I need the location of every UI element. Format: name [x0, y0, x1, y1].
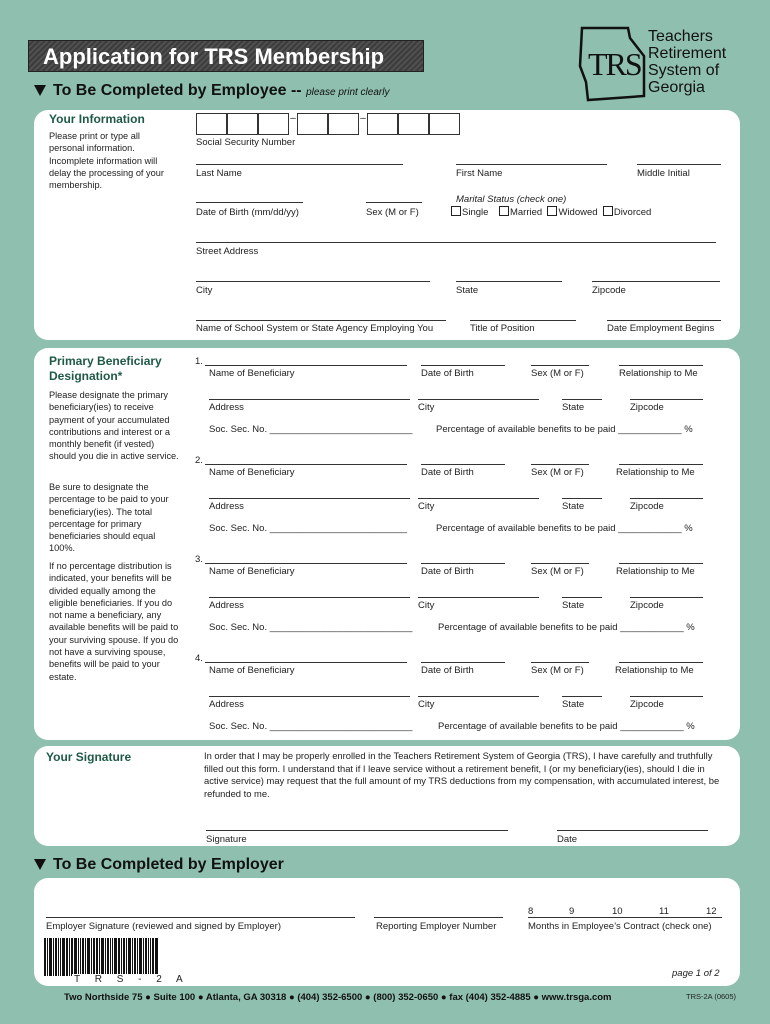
- beneficiary-dob-field[interactable]: [421, 662, 505, 663]
- beneficiary-city-label: City: [418, 600, 435, 611]
- beneficiary-state-label: State: [562, 501, 585, 512]
- beneficiary-number: 1.: [195, 356, 203, 367]
- beneficiary-sex-field[interactable]: [531, 563, 589, 564]
- street-address-field[interactable]: [196, 242, 716, 243]
- beneficiary-zip-field[interactable]: [630, 597, 703, 598]
- beneficiary-name-label: Name of Beneficiary: [209, 467, 295, 478]
- beneficiary-relationship-label: Relationship to Me: [619, 368, 698, 379]
- date-employment-begins-field[interactable]: [607, 320, 721, 321]
- month-option-10[interactable]: 10: [612, 906, 623, 917]
- ssn-label: Social Security Number: [196, 137, 296, 148]
- signature-date-label: Date: [557, 834, 578, 845]
- months-line: [528, 917, 722, 918]
- beneficiary-address-label: Address: [209, 402, 244, 413]
- beneficiary-title: Primary Beneficiary Designation*: [49, 354, 162, 383]
- beneficiary-percentage-field[interactable]: Percentage of available benefits to be paid ____________ %: [436, 523, 693, 534]
- beneficiary-state-field[interactable]: [562, 696, 602, 697]
- single-checkbox[interactable]: [451, 206, 461, 216]
- last-name-field[interactable]: [196, 164, 403, 165]
- beneficiary-percentage-field[interactable]: Percentage of available benefits to be paid ____________ %: [438, 721, 695, 732]
- first-name-label: First Name: [456, 168, 503, 179]
- beneficiary-zip-label: Zipcode: [630, 699, 664, 710]
- form-code: TRS-2A (0605): [686, 992, 737, 1001]
- triangle-down-icon: [34, 85, 46, 96]
- school-system-field[interactable]: [196, 320, 446, 321]
- beneficiary-ssn-field[interactable]: Soc. Sec. No. ___________________________: [209, 622, 413, 633]
- beneficiary-percentage-field[interactable]: Percentage of available benefits to be paid ____________ %: [436, 424, 693, 435]
- street-address-label: Street Address: [196, 246, 259, 257]
- your-information-note: Please print or type all personal information. Incomplete information will delay the processing of your membership.: [49, 131, 164, 191]
- month-option-11[interactable]: 11: [659, 906, 669, 917]
- beneficiary-relationship-field[interactable]: [619, 365, 703, 366]
- beneficiary-para-3: If no percentage distribution is indicated, your benefits will be divided equally among the eligible beneficiaries. If you do not name a beneficiary, any available benefits will be paid to your surviving spouse. If you do not have a surviving spouse, benefits will be paid to your estate.: [49, 561, 179, 682]
- city-field[interactable]: [196, 281, 430, 282]
- beneficiary-city-field[interactable]: [418, 696, 539, 697]
- employee-section-heading: To Be Completed by Employee -- please print clearly: [34, 82, 389, 100]
- beneficiary-dob-label: Date of Birth: [421, 368, 474, 379]
- beneficiary-para-1: Please designate the primary beneficiary(ies) to receive payment of your accumulated contributions and interest or a monthly benefit (if vested) should you die in active service.: [49, 390, 179, 462]
- beneficiary-city-field[interactable]: [418, 498, 539, 499]
- beneficiary-name-label: Name of Beneficiary: [209, 566, 295, 577]
- beneficiary-state-field[interactable]: [562, 498, 602, 499]
- beneficiary-ssn-field[interactable]: Soc. Sec. No. __________________________: [209, 523, 408, 534]
- logo-mark: TRS: [588, 46, 641, 82]
- dob-field[interactable]: [196, 202, 303, 203]
- beneficiary-state-label: State: [562, 402, 585, 413]
- signature-title: Your Signature: [46, 750, 132, 764]
- signature-field[interactable]: [206, 830, 508, 831]
- beneficiary-address-label: Address: [209, 600, 244, 611]
- marital-status-label: Marital Status (check one): [456, 194, 567, 205]
- beneficiary-sex-label: Sex (M or F): [531, 665, 584, 676]
- beneficiary-zip-label: Zipcode: [630, 501, 664, 512]
- logo-line-2: Retirement: [648, 45, 727, 62]
- month-option-9[interactable]: 9: [569, 906, 575, 917]
- marital-status-options: Single Married Widowed Divorced: [451, 206, 651, 218]
- beneficiary-address-label: Address: [209, 699, 244, 710]
- month-option-8[interactable]: 8: [528, 906, 534, 917]
- widowed-checkbox[interactable]: [547, 206, 557, 216]
- beneficiary-dob-label: Date of Birth: [421, 467, 474, 478]
- beneficiary-zip-label: Zipcode: [630, 600, 664, 611]
- beneficiary-zip-field[interactable]: [630, 399, 703, 400]
- zipcode-field[interactable]: [592, 281, 720, 282]
- footer-address: Two Northside 75 ● Suite 100 ● Atlanta, GA 30318 ● (404) 352-6500 ● (800) 352-0650 ● fax (404) 352-4885 ● www.trsga.com: [64, 992, 612, 1003]
- beneficiary-name-field[interactable]: [205, 365, 407, 366]
- beneficiary-name-field[interactable]: [205, 464, 407, 465]
- beneficiary-ssn-field[interactable]: Soc. Sec. No. ___________________________: [209, 721, 413, 732]
- form-title: Application for TRS Membership: [43, 44, 385, 69]
- beneficiary-city-field[interactable]: [418, 399, 539, 400]
- married-checkbox[interactable]: [499, 206, 509, 216]
- beneficiary-name-field[interactable]: [205, 662, 407, 663]
- beneficiary-number: 3.: [195, 554, 203, 565]
- sex-field[interactable]: [366, 202, 422, 203]
- beneficiary-para-2: Be sure to designate the percentage to be paid to your beneficiary(ies). The total percentage for primary beneficiaries should equal 100%.: [49, 482, 169, 554]
- employer-signature-field[interactable]: [46, 917, 355, 918]
- beneficiary-city-label: City: [418, 501, 435, 512]
- beneficiary-sex-label: Sex (M or F): [531, 566, 584, 577]
- state-label: State: [456, 285, 479, 296]
- first-name-field[interactable]: [456, 164, 607, 165]
- beneficiary-city-label: City: [418, 699, 435, 710]
- middle-initial-label: Middle Initial: [637, 168, 690, 179]
- reporting-employer-number-label: Reporting Employer Number: [376, 921, 497, 932]
- signature-date-field[interactable]: [557, 830, 708, 831]
- beneficiary-name-label: Name of Beneficiary: [209, 665, 295, 676]
- barcode-text: T R S - 2 A: [74, 974, 189, 985]
- school-system-label: Name of School System or State Agency Employing You: [196, 323, 434, 334]
- beneficiary-zip-field[interactable]: [630, 498, 703, 499]
- beneficiary-address-field[interactable]: [209, 498, 410, 499]
- beneficiary-dob-field[interactable]: [421, 365, 505, 366]
- beneficiary-city-label: City: [418, 402, 435, 413]
- beneficiary-state-label: State: [562, 600, 585, 611]
- beneficiary-relationship-label: Relationship to Me: [616, 467, 695, 478]
- beneficiary-zip-field[interactable]: [630, 696, 703, 697]
- beneficiary-city-field[interactable]: [418, 597, 539, 598]
- signature-statement: In order that I may be properly enrolled in the Teachers Retirement System of Georgia (TRS), I have carefully and truthfully filled out this form. I understand that if I leave service without a retirement benefit, I (or my beneficiary(ies), should I die in active service) may request that the full amount of my TRS deductions from my compensation, with accumulated interest, be refunded to me.: [204, 750, 720, 799]
- logo-line-1: Teachers: [648, 28, 713, 45]
- beneficiary-sex-label: Sex (M or F): [531, 368, 584, 379]
- page-number: page 1 of 2: [672, 968, 720, 979]
- month-option-12[interactable]: 12: [706, 906, 717, 917]
- divorced-checkbox[interactable]: [603, 206, 613, 216]
- reporting-employer-number-field[interactable]: [374, 917, 503, 918]
- triangle-down-icon: [34, 859, 46, 870]
- ssn-boxes[interactable]: – –: [196, 113, 460, 135]
- state-field[interactable]: [456, 281, 562, 282]
- middle-initial-field[interactable]: [637, 164, 721, 165]
- zipcode-label: Zipcode: [592, 285, 626, 296]
- beneficiary-number: 4.: [195, 653, 203, 664]
- beneficiary-state-field[interactable]: [562, 597, 602, 598]
- beneficiary-relationship-field[interactable]: [619, 563, 703, 564]
- beneficiary-state-label: State: [562, 699, 585, 710]
- beneficiary-number: 2.: [195, 455, 203, 466]
- beneficiary-dob-field[interactable]: [421, 563, 505, 564]
- sex-label: Sex (M or F): [366, 207, 419, 218]
- beneficiary-zip-label: Zipcode: [630, 402, 664, 413]
- beneficiary-sex-field[interactable]: [531, 365, 589, 366]
- date-employment-begins-label: Date Employment Begins: [607, 323, 715, 334]
- employee-section-subheading: please print clearly: [306, 87, 390, 98]
- beneficiary-relationship-field[interactable]: [619, 662, 703, 663]
- trs-logo: [578, 26, 743, 102]
- beneficiary-address-field[interactable]: [209, 696, 410, 697]
- months-in-contract-label: Months in Employee’s Contract (check one): [528, 921, 712, 932]
- barcode: [44, 938, 194, 978]
- beneficiary-dob-label: Date of Birth: [421, 665, 474, 676]
- beneficiary-ssn-field[interactable]: Soc. Sec. No. ___________________________: [209, 424, 413, 435]
- form-title-bar: [28, 40, 424, 72]
- logo-line-4: Georgia: [648, 79, 705, 96]
- beneficiary-address-field[interactable]: [209, 597, 410, 598]
- beneficiary-dob-label: Date of Birth: [421, 566, 474, 577]
- employer-section-heading: To Be Completed by Employer: [34, 856, 284, 874]
- beneficiary-relationship-label: Relationship to Me: [615, 665, 694, 676]
- beneficiary-address-label: Address: [209, 501, 244, 512]
- logo-line-3: System of: [648, 62, 720, 79]
- dob-label: Date of Birth (mm/dd/yy): [196, 207, 299, 218]
- employer-signature-label: Employer Signature (reviewed and signed by Employer): [46, 921, 281, 932]
- beneficiary-name-field[interactable]: [205, 563, 407, 564]
- beneficiary-address-field[interactable]: [209, 399, 410, 400]
- beneficiary-relationship-label: Relationship to Me: [616, 566, 695, 577]
- city-label: City: [196, 285, 213, 296]
- beneficiary-sex-field[interactable]: [531, 662, 589, 663]
- beneficiary-sex-label: Sex (M or F): [531, 467, 584, 478]
- beneficiary-relationship-field[interactable]: [619, 464, 703, 465]
- beneficiary-name-label: Name of Beneficiary: [209, 368, 295, 379]
- last-name-label: Last Name: [196, 168, 242, 179]
- title-of-position-field[interactable]: [470, 320, 576, 321]
- beneficiary-state-field[interactable]: [562, 399, 602, 400]
- title-of-position-label: Title of Position: [470, 323, 535, 334]
- beneficiary-dob-field[interactable]: [421, 464, 505, 465]
- signature-label: Signature: [206, 834, 247, 845]
- your-information-title: Your Information: [49, 112, 145, 126]
- beneficiary-percentage-field[interactable]: Percentage of available benefits to be paid ____________ %: [438, 622, 695, 633]
- beneficiary-sex-field[interactable]: [531, 464, 589, 465]
